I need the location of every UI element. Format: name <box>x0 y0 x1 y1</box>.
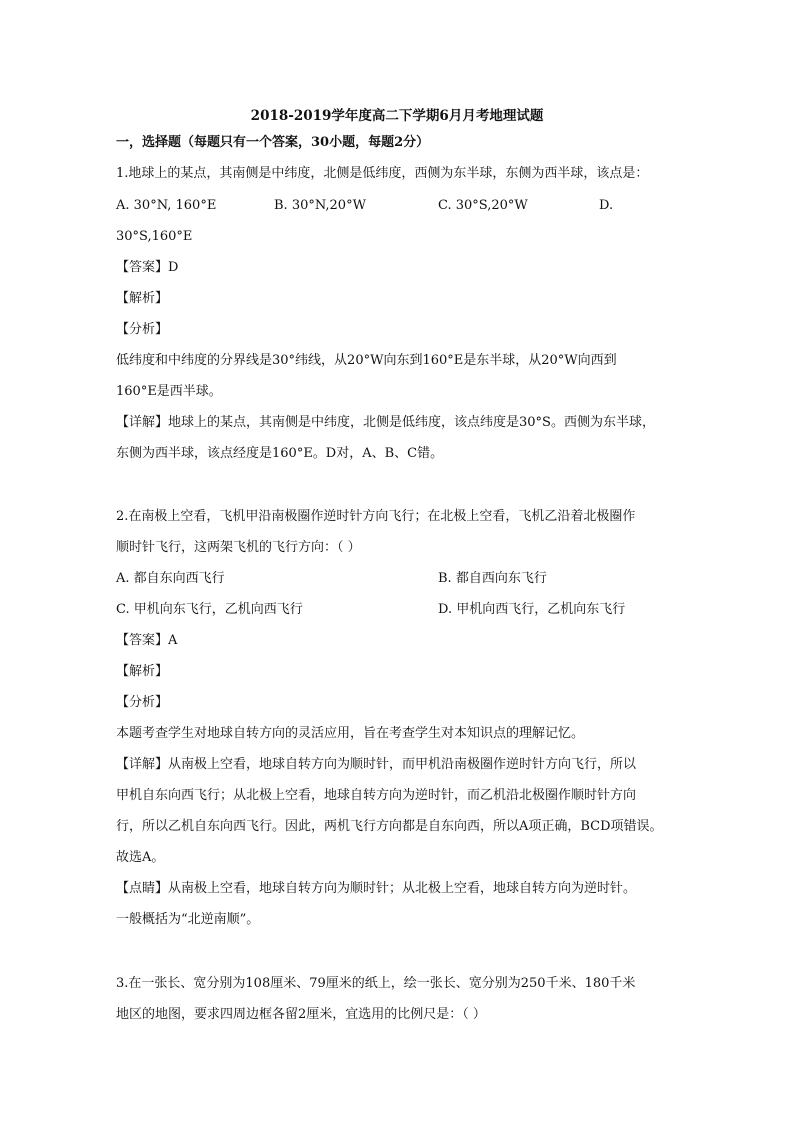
q2-option-d: D. 甲机向西飞行，乙机向东飞行 <box>438 602 626 617</box>
q1-answer: 【答案】D <box>116 260 179 275</box>
q3-stem-line2: 地区的地图，要求四周边框各留2厘米，宜选用的比例尺是：（ ） <box>116 1007 486 1022</box>
q1-fenxi-line1: 低纬度和中纬度的分界线是30°纬线，从20°W向东到160°E是东半球，从20°W向西到 <box>116 353 617 368</box>
q1-stem: 1.地球上的某点，其南侧是中纬度，北侧是低纬度，西侧为东半球，东侧为西半球，该点是： <box>116 166 649 181</box>
q2-fenxi-line1: 本题考查学生对地球自转方向的灵活应用，旨在考查学生对本知识点的理解记忆。 <box>116 726 585 741</box>
q1-option-d-value: 30°S,160°E <box>116 229 193 244</box>
q2-detail-line3: 行，所以乙机自东向西飞行。因此，两机飞行方向都是自东向西，所以A项正确，BCD项错误。 <box>116 819 663 834</box>
q2-detail-line1: 【详解】从南极上空看，地球自转方向为顺时针，而甲机沿南极圈作逆时针方向飞行，所以 <box>116 757 637 772</box>
q1-analysis-label: 【解析】 <box>116 291 169 306</box>
q1-fenxi-label: 【分析】 <box>116 322 169 337</box>
q3-stem-line1: 3.在一张长、宽分别为108厘米、79厘米的纸上，绘一张长、宽分别为250千米、180千米 <box>116 976 636 991</box>
q1-option-d: D. <box>599 198 614 213</box>
q2-stem-line2: 顺时针飞行，这两架飞机的飞行方向：（ ） <box>116 540 361 555</box>
q2-detail-line4: 故选A。 <box>116 850 165 865</box>
q2-analysis-label: 【解析】 <box>116 664 169 679</box>
q1-detail-line2: 东侧为西半球，该点经度是160°E。D对，A、B、C错。 <box>116 446 444 461</box>
section-heading: 一，选择题（每题只有一个答案，30小题，每题2分） <box>116 135 430 150</box>
page-title: 2018-2019学年度高二下学期6月月考地理试题 <box>250 108 544 124</box>
q2-fenxi-label: 【分析】 <box>116 695 169 710</box>
q1-option-a: A. 30°N, 160°E <box>116 198 217 213</box>
q2-option-a: A. 都自东向西飞行 <box>116 571 225 586</box>
q2-option-b: B. 都自西向东飞行 <box>438 571 547 586</box>
q2-tip-line2: 一般概括为“北逆南顺”。 <box>116 912 260 927</box>
q1-option-c: C. 30°S,20°W <box>438 198 528 213</box>
q2-detail-line2: 甲机自东向西飞行；从北极上空看，地球自转方向为逆时针，而乙机沿北极圈作顺时针方向 <box>116 788 637 803</box>
q1-fenxi-line2: 160°E是西半球。 <box>116 384 222 399</box>
q1-detail-line1: 【详解】地球上的某点，其南侧是中纬度，北侧是低纬度，该点纬度是30°S。西侧为东半球， <box>116 415 655 430</box>
q2-tip-line1: 【点睛】从南极上空看，地球自转方向为顺时针；从北极上空看，地球自转方向为逆时针。 <box>116 881 637 896</box>
q1-option-b: B. 30°N,20°W <box>274 198 366 213</box>
q2-answer: 【答案】A <box>116 633 178 648</box>
q2-option-c: C. 甲机向东飞行，乙机向西飞行 <box>116 602 303 617</box>
q2-stem-line1: 2.在南极上空看，飞机甲沿南极圈作逆时针方向飞行；在北极上空看，飞机乙沿着北极圈作 <box>116 509 636 524</box>
